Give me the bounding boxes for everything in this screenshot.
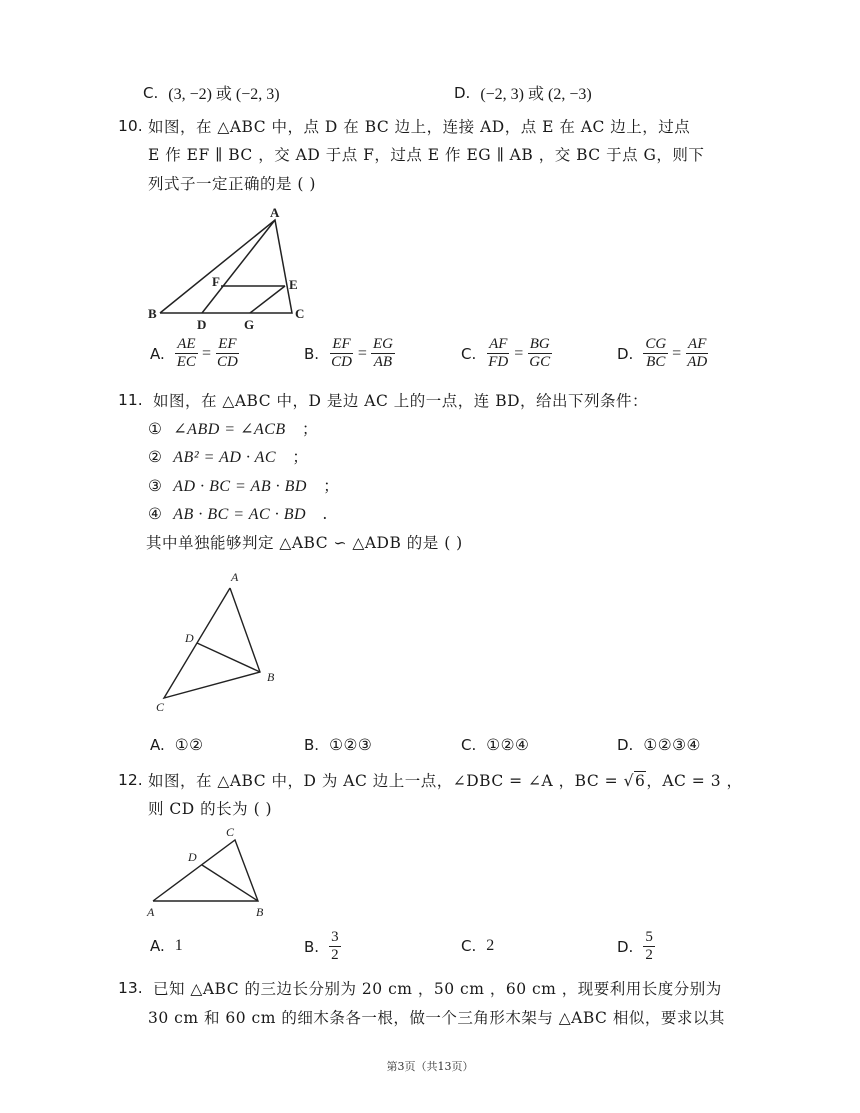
fraction: $\frac{AF}{FD}$	[488, 336, 509, 370]
q10-line-3: 列式子一定正确的是 ( )	[148, 175, 316, 193]
fig-label-g: G	[244, 317, 255, 332]
fraction: $\frac{3}{2}$	[331, 929, 339, 963]
q10-figure	[140, 200, 320, 335]
q11-option-b: B. ①②③	[304, 736, 373, 754]
q10-option-b: B. $\frac{EF}{CD}$ = $\frac{EG}{AB}$	[304, 336, 393, 370]
q11-option-a: A. ①②	[150, 736, 204, 754]
q12-figure	[140, 823, 280, 923]
q11-option-c: C. ①②④	[461, 736, 530, 754]
fraction: $\frac{5}{2}$	[645, 929, 653, 963]
q11-option-d: D. ①②③④	[617, 736, 701, 754]
option-label: B.	[304, 344, 320, 363]
q11-condition-3: ③ AD · BC = AB · BD ；	[148, 477, 340, 495]
q12-option-c: C. 2	[461, 937, 495, 955]
q12-option-d: D. $\frac{5}{2}$	[617, 929, 653, 963]
q10-option-d: D. $\frac{CG}{BC}$ = $\frac{AF}{AD}$	[617, 336, 708, 370]
q12-option-a: A. 1	[150, 937, 183, 955]
fig-label-a: A	[270, 205, 280, 220]
q11-figure	[150, 565, 290, 715]
q9-option-c	[143, 81, 280, 104]
option-label: C.	[461, 344, 477, 363]
option-label: D.	[454, 83, 471, 102]
q12-line-1: 如图，在 △ABC 中，D 为 AC 边上一点，∠DBC = ∠A ，BC = √6，AC = 3 ，	[148, 772, 743, 790]
q12-number: 12.	[118, 771, 143, 789]
fig-label-b: B	[148, 306, 157, 321]
option-text: (3, −2) 或 (−2, 3)	[168, 86, 280, 103]
q13-line-2: 30 cm 和 60 cm 的细木条各一根，做一个三角形木架与 △ABC 相似，要求以其	[148, 1009, 725, 1027]
q11-number: 11.	[118, 391, 143, 409]
option-text: (−2, 3) 或 (2, −3)	[480, 86, 592, 103]
q9-option-d	[454, 81, 592, 104]
q10-line-2: E 作 EF ∥ BC ，交 AD 于点 F，过点 E 作 EG ∥ AB ，交 BC 于点 G，则下	[148, 146, 705, 164]
q10-option-c: C. $\frac{AF}{FD}$ = $\frac{BG}{GC}$	[461, 336, 551, 370]
fig-label-f: F	[212, 274, 220, 289]
fig-label-d: D	[188, 850, 197, 864]
option-label: D.	[617, 344, 634, 363]
fig-label-c: C	[156, 700, 165, 714]
fig-label-b: B	[256, 905, 264, 919]
q10-line-1: 如图，在 △ABC 中，点 D 在 BC 边上，连接 AD，点 E 在 AC 边上，过点	[148, 118, 691, 136]
fraction: $\frac{AE}{EC}$	[176, 336, 196, 370]
fig-label-e: E	[289, 277, 298, 292]
fraction: $\frac{AF}{AD}$	[687, 336, 708, 370]
q11-condition-2: ② AB² = AD · AC ；	[148, 448, 309, 466]
fraction: $\frac{EF}{CD}$	[216, 336, 238, 370]
fig-label-d: D	[185, 631, 194, 645]
fraction: $\frac{EF}{CD}$	[331, 336, 352, 370]
fig-label-a: A	[231, 570, 239, 584]
q10-option-a: A. $\frac{AE}{EC}$ = $\frac{EF}{CD}$	[150, 336, 238, 370]
q11-condition-1: ① ∠ABD = ∠ACB ；	[148, 420, 318, 438]
q11-condition-4: ④ AB · BC = AC · BD .	[148, 505, 328, 523]
q12-line-2: 则 CD 的长为 ( )	[148, 800, 273, 818]
fig-label-d: D	[197, 317, 207, 332]
fig-label-b: B	[267, 670, 275, 684]
option-label: A.	[150, 344, 165, 363]
fig-label-a: A	[147, 905, 155, 919]
fraction: $\frac{CG}{BC}$	[645, 336, 667, 370]
option-label: C.	[143, 83, 159, 102]
q11-line-final: 其中单独能够判定 △ABC ∽ △ADB 的是 ( )	[146, 534, 463, 552]
page-footer: 第3页（共13页）	[386, 1060, 474, 1073]
sqrt: √6	[623, 772, 646, 790]
q10-number: 10.	[118, 117, 143, 135]
fig-label-c: C	[226, 825, 235, 839]
q11-line-1: 如图，在 △ABC 中，D 是边 AC 上的一点，连 BD，给出下列条件：	[153, 392, 649, 410]
q13-line-1: 已知 △ABC 的三边长分别为 20 cm ，50 cm ，60 cm ，现要利用长度分别为	[153, 980, 722, 998]
fraction: $\frac{BG}{GC}$	[529, 336, 551, 370]
q13-number: 13.	[118, 979, 143, 997]
fig-label-c: C	[295, 306, 305, 321]
fraction: $\frac{EG}{AB}$	[372, 336, 393, 370]
q12-option-b: B. $\frac{3}{2}$	[304, 929, 339, 963]
